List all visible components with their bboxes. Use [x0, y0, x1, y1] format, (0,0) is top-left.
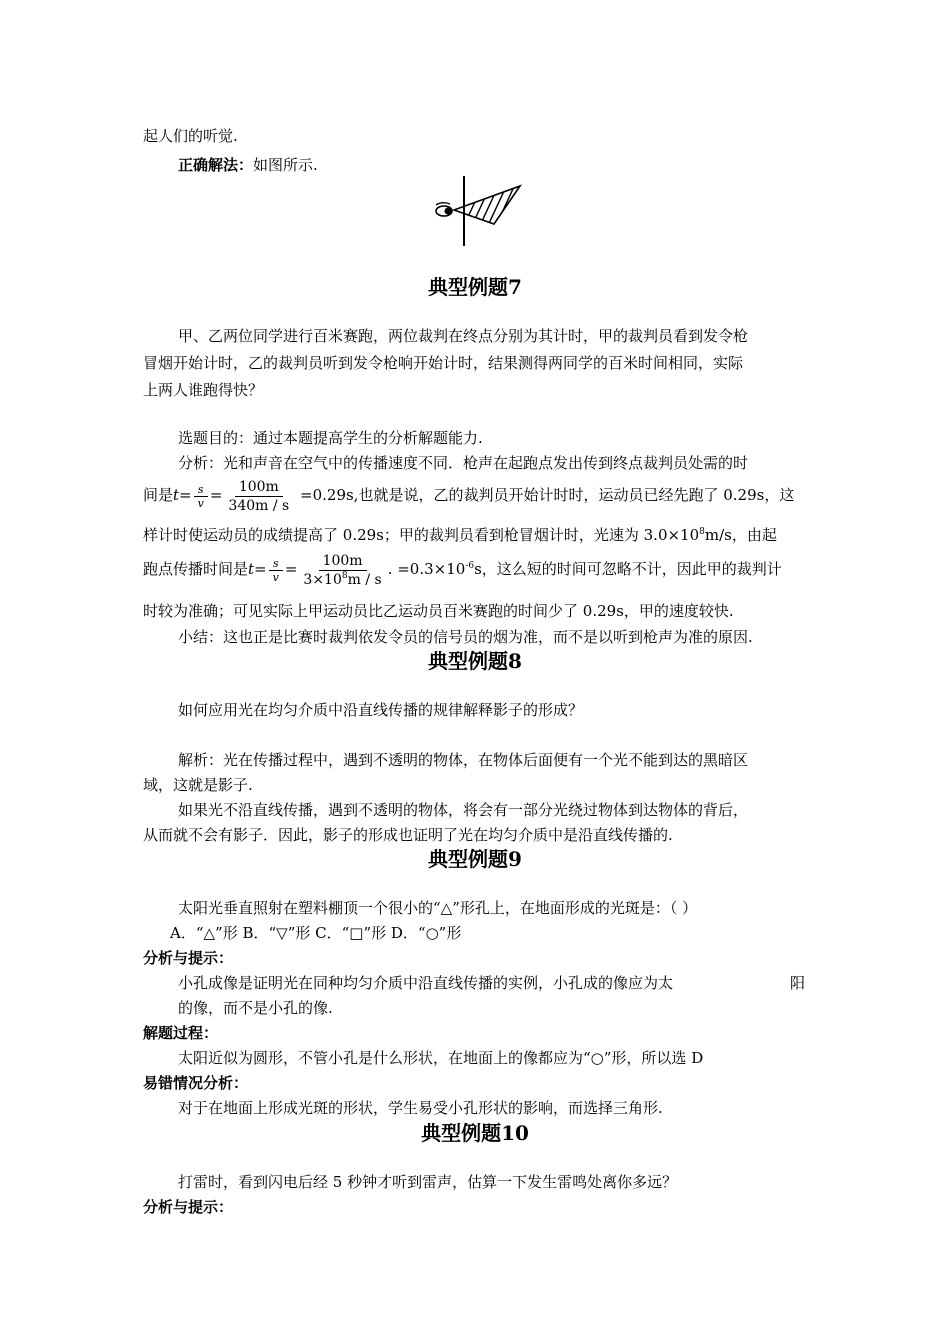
ex9-hint-line-2: 的像，而不是小孔的像. — [178, 999, 333, 1017]
example-10-heading: 典型例题10 — [421, 1121, 529, 1145]
ex7-question-line-2: 冒烟开始计时，乙的裁判员听到发令枪响开始计时，结果测得两同学的百米时间相同，实际 — [143, 354, 744, 372]
ex10-hint-label: 分析与提示： — [143, 1198, 234, 1216]
time-variable: t — [173, 486, 180, 504]
ex7-purpose: 选题目的：通过本题提高学生的分析解题能力. — [178, 429, 483, 447]
ex7-analysis-line-4: 跑点传播时间是t= $\frac{s}{v}$ = $\frac{100m}{3\times 10^8m / s}$ . $=0.3\times 10^{-6}s$，这么短的时间可忽略不计，因此甲的裁判计 — [143, 552, 782, 588]
distance-over-sound-speed-fraction: $\frac{100m}{340m / s}$ — [228, 478, 290, 514]
ex8-answer-line-1: 解析：光在传播过程中，遇到不透明的物体，在物体后面便有一个光不能到达的黑暗区 — [178, 751, 749, 769]
ex10-question: 打雷时，看到闪电后经 5 秒钟才听到雷声，估算一下发生雷鸣处离你多远？ — [178, 1173, 678, 1191]
ex7-analysis-line-2: 间是t= $\frac{s}{v}$ = $\frac{100m}{340m / s}$ =0.29s,也就是说，乙的裁判员开始计时时，运动员已经先跑了 0.29s，这 — [143, 478, 795, 514]
ex7-analysis-line-1: 分析：光和声音在空气中的传播速度不同．枪声在起跑点发出传到终点裁判员处需的时 — [178, 454, 749, 472]
ex9-options: A．“△”形 B．“▽”形 C．“□”形 D．“○”形 — [170, 924, 462, 942]
ex8-question: 如何应用光在均匀介质中沿直线传播的规律解释影子的形成？ — [178, 701, 584, 719]
ex7-analysis-line-3: 样计时使运动员的成绩提高了 0.29s；甲的裁判员看到枪冒烟计时，光速为 $3.0\times 10^8m/s$，由起 — [143, 526, 777, 544]
distance-over-light-speed-fraction: $\frac{100m}{3\times 10^8m / s}$ — [303, 552, 382, 588]
ex9-hint-label: 分析与提示： — [143, 949, 234, 967]
ex9-error-label: 易错情况分析： — [143, 1074, 249, 1092]
s-over-v-fraction-2: $\frac{s}{v}$ — [269, 557, 283, 584]
ex9-process-text: 太阳近似为圆形，不管小孔是什么形状，在地面上的像都应为“○”形，所以选 D — [178, 1049, 704, 1067]
ex8-answer-line-2: 域，这就是影子. — [143, 776, 253, 794]
ex9-question: 太阳光垂直照射在塑料棚顶一个很小的“△”形孔上，在地面形成的光斑是：（ ） — [178, 899, 698, 917]
correct-solution-label: 正确解法： — [178, 156, 254, 174]
ex9-process-label: 解题过程： — [143, 1024, 219, 1042]
correct-solution-text: 如图所示. — [253, 156, 318, 174]
ex8-answer-line-3: 如果光不沿直线传播，遇到不透明的物体，将会有一部分光绕过物体到达物体的背后， — [178, 801, 749, 819]
ex7-question-line-1: 甲、乙两位同学进行百米赛跑，两位裁判在终点分别为其计时，甲的裁判员看到发令枪 — [178, 327, 749, 345]
example-7-heading: 典型例题7 — [428, 275, 522, 299]
eye-wall-figure — [430, 174, 522, 248]
ex9-error-text: 对于在地面上形成光斑的形状，学生易受小孔形状的影响，而选择三角形. — [178, 1099, 663, 1117]
example-9-heading: 典型例题9 — [428, 847, 522, 871]
ex7-summary: 小结：这也正是比赛时裁判依发令员的信号员的烟为准，而不是以听到枪声为准的原因. — [178, 628, 753, 646]
intro-line: 起人们的听觉. — [143, 127, 238, 145]
ex7-question-line-3: 上两人谁跑得快？ — [143, 381, 264, 399]
eye-icon — [436, 203, 452, 216]
correct-solution-line — [178, 155, 318, 175]
example-8-heading: 典型例题8 — [428, 649, 522, 673]
ex7-analysis-line-5: 时较为准确；可见实际上甲运动员比乙运动员百米赛跑的时间少了 0.29s，甲的速度较快. — [143, 602, 734, 620]
ex9-hint-line-1: 小孔成像是证明光在同种均匀介质中沿直线传播的实例，小孔成的像应为太 — [178, 974, 674, 992]
ex9-hint-line-1-end: 阳 — [790, 974, 806, 992]
s-over-v-fraction: $\frac{s}{v}$ — [194, 483, 208, 510]
ex8-answer-line-4: 从而就不会有影子．因此，影子的形成也证明了光在均匀介质中是沿直线传播的. — [143, 826, 673, 844]
